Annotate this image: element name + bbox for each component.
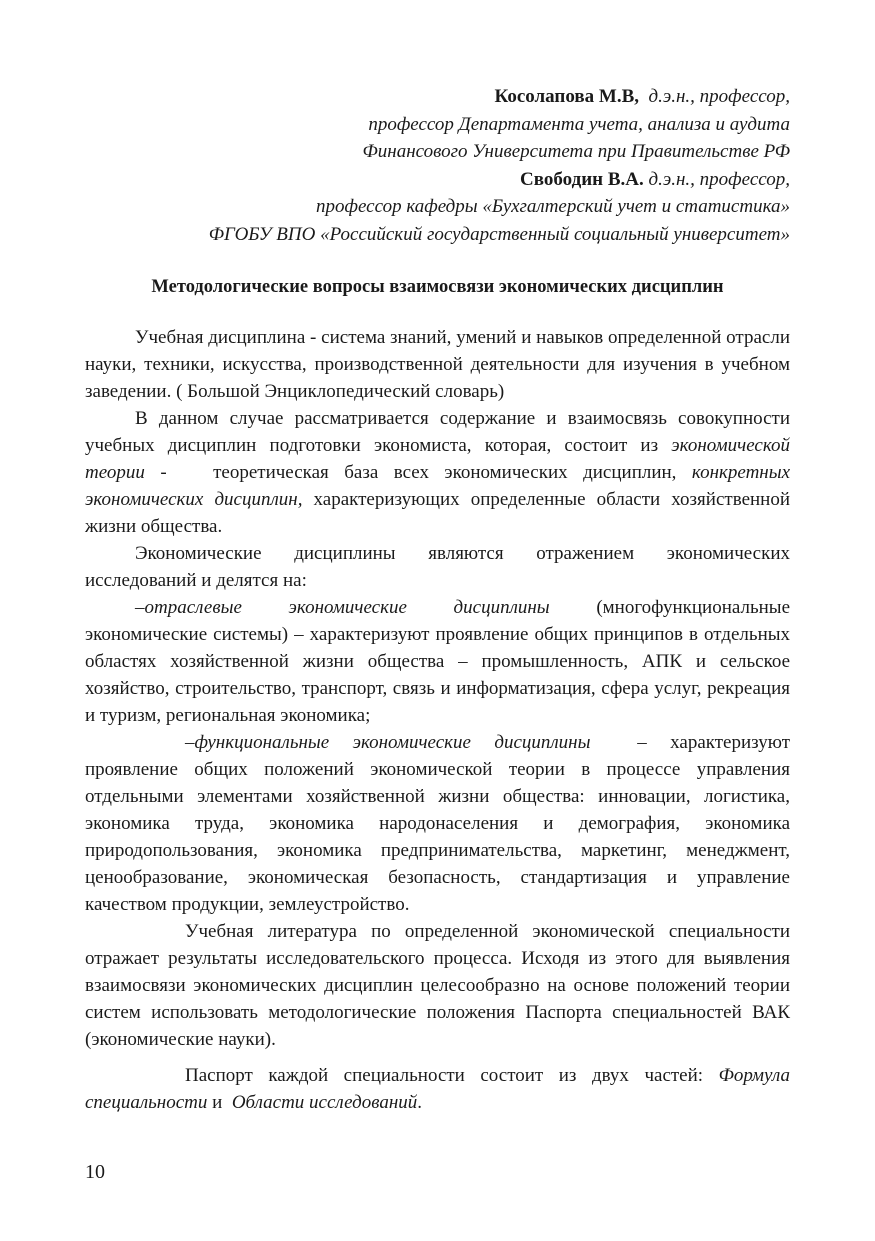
author-2-affiliation-1: профессор кафедры «Бухгалтерский учет и статистика» — [316, 196, 790, 217]
author-1-affiliation-1: профессор Департамента учета, анализа и аудита — [368, 113, 790, 135]
paragraph-1: Учебная дисциплина - система знаний, умений и навыков определенной отрасли науки, техники, искусства, производственной деятельности для изучения в учебном заведении. ( Большой Энциклопедический словарь) — [85, 327, 790, 402]
paragraph-3: Экономические дисциплины являются отражением экономических исследований и делятся на: — [85, 543, 790, 591]
author-1-name: Косолапова М.В, — [494, 86, 640, 107]
author-2-degree: д.э.н., профессор, — [648, 168, 790, 190]
paragraph-5: –функциональные экономические дисциплины – характеризуют проявление общих положений экономической теории в процессе управления отдельными элементами хозяйственной жизни общества: инновации, логистика, экономика труда, экономика народонаселения и демография, экономика природопользования, экономика предпринимательства, маркетинг, менеджмент, ценообразование, экономическая безопасность, стандартизация и управление качеством продукции, землеустройство. — [85, 732, 790, 915]
author-1-affiliation-2: Финансового Университета при Правительстве РФ — [362, 141, 790, 162]
author-block — [90, 83, 790, 248]
page-number: 10 — [85, 1161, 105, 1183]
paragraph-2: В данном случае рассматривается содержание и взаимосвязь совокупности учебных дисциплин подготовки экономиста, которая, состоит из экономической теории - теоретическая база всех экономических дисциплин, конкретных экономических дисциплин, характеризующих определенные области хозяйственной жизни общества. — [85, 408, 791, 537]
paragraph-7: Паспорт каждой специальности состоит из двух частей: Формула специальности и Области исследований. — [85, 1065, 790, 1113]
article-body — [85, 324, 790, 1116]
author-2-line — [90, 166, 790, 194]
paragraph-4: –отраслевые экономические дисциплины (многофункциональные экономические системы) – характеризуют проявление общих принципов в отдельных областях хозяйственной жизни общества – промышленность, АПК и сельское хозяйство, строительство, транспорт, связь и информатизация, сфера услуг, рекреация и туризм, региональная экономика; — [85, 597, 791, 726]
author-1-line — [90, 83, 790, 111]
author-2-name: Свободин В.А. — [520, 168, 644, 190]
author-2-affiliation-2: ФГОБУ ВПО «Российский государственный социальный университет» — [208, 223, 790, 245]
article-title: Методологические вопросы взаимосвязи экономических дисциплин — [151, 277, 724, 297]
author-1-degree: д.э.н., профессор, — [648, 86, 790, 107]
paragraph-6: Учебная литература по определенной экономической специальности отражает результаты исследовательского процесса. Исходя из этого для выявления взаимосвязи экономических дисциплин целесообразно на основе положений теории систем использовать методологические положения Паспорта специальностей ВАК (экономические науки). — [85, 921, 790, 1050]
